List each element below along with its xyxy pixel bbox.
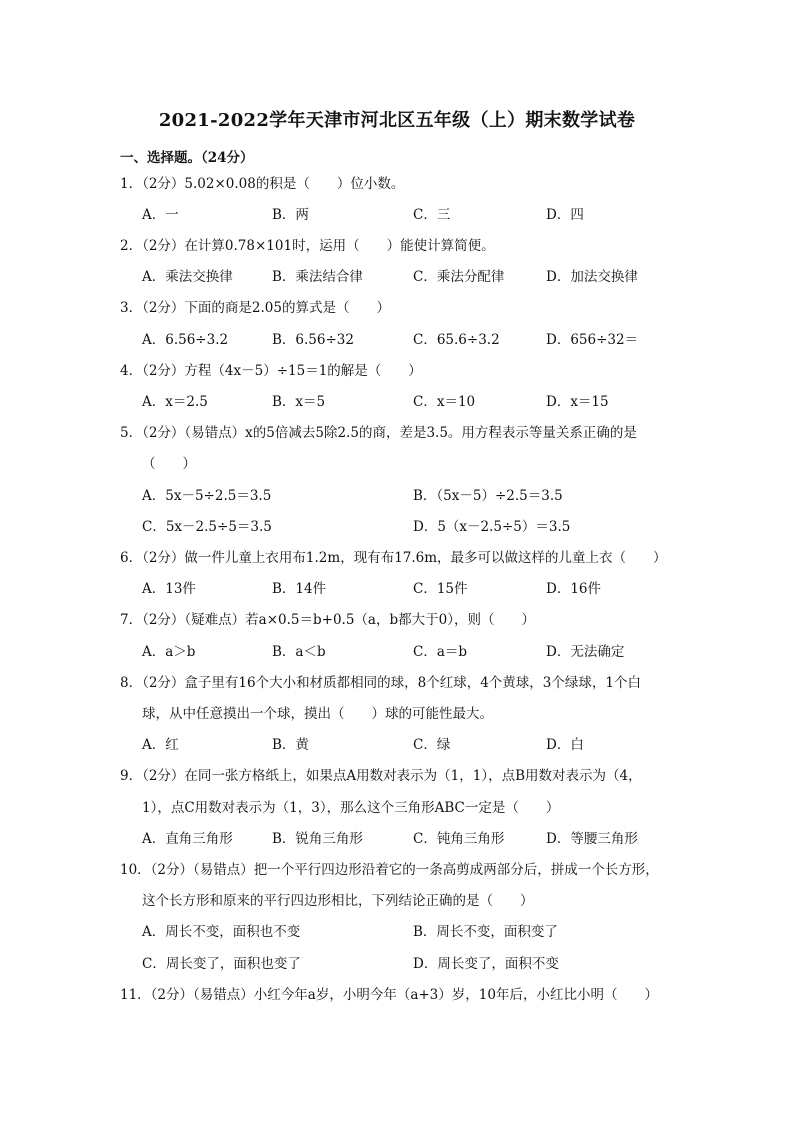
q5-option-b[interactable]: B．（5x－5）÷2.5＝3.5 [413,488,563,504]
section-heading: 一、选择题。（24分） [120,150,254,166]
q8-option-d[interactable]: D．白 [546,737,584,753]
question-1: 1．（2分）5.02×0.08的积是（ ）位小数。 [120,176,405,192]
question-11: 11．（2分）（易错点）小红今年a岁，小明今年（a+3）岁，10年后，小红比小明（ ） [120,987,658,1003]
q6-option-c[interactable]: C．15件 [413,581,468,597]
q2-option-d[interactable]: D．加法交换律 [546,269,638,285]
q7-option-c[interactable]: C．a＝b [413,644,468,660]
q3-option-a[interactable]: A．6.56÷3.2 [142,332,229,348]
q2-option-c[interactable]: C．乘法分配律 [413,269,505,285]
q10-option-d[interactable]: D．周长变了，面积不变 [413,956,559,972]
q2-option-a[interactable]: A．乘法交换律 [142,269,233,285]
q4-option-b[interactable]: B．x＝5 [272,394,326,410]
q10-option-b[interactable]: B．周长不变，面积变了 [413,924,558,940]
question-7: 7．（2分）（疑难点）若a×0.5＝b+0.5（a，b都大于0），则（ ） [120,612,535,628]
q1-option-b[interactable]: B．两 [272,207,309,223]
q4-option-d[interactable]: D．x＝15 [546,394,609,410]
q3-option-c[interactable]: C．65.6÷3.2 [413,332,500,348]
question-2: 2．（2分）在计算0.78×101时，运用（ ）能使计算简便。 [120,238,495,254]
q9-option-b[interactable]: B．锐角三角形 [272,831,363,847]
q10-option-c[interactable]: C．周长变了，面积也变了 [142,956,301,972]
q9-option-a[interactable]: A．直角三角形 [142,831,233,847]
question-4: 4．（2分）方程（4x－5）÷15＝1的解是（ ） [120,363,422,379]
page-title: 2021-2022学年天津市河北区五年级（上）期末数学试卷 [158,110,636,131]
q7-option-b[interactable]: B．a＜b [272,644,326,660]
question-5: 5．（2分）（易错点）x的5倍减去5除2.5的商，差是3.5。用方程表示等量关系正确的是 [120,425,637,441]
q7-option-a[interactable]: A．a＞b [142,644,196,660]
q2-option-b[interactable]: B．乘法结合律 [272,269,363,285]
q4-option-c[interactable]: C．x＝10 [413,394,476,410]
question-10-continued: 这个长方形和原来的平行四边形相比，下列结论正确的是（ ） [142,893,534,909]
q6-option-b[interactable]: B．14件 [272,581,327,597]
q3-option-b[interactable]: B．6.56÷32 [272,332,354,348]
question-5-continued: （ ） [142,456,196,472]
q6-option-a[interactable]: A．13件 [142,581,196,597]
q6-option-d[interactable]: D．16件 [546,581,602,597]
question-9: 9．（2分）在同一张方格纸上，如果点A用数对表示为（1，1），点B用数对表示为（4， [120,768,642,784]
q9-option-c[interactable]: C．钝角三角形 [413,831,505,847]
q5-option-c[interactable]: C．5x－2.5÷5＝3.5 [142,519,272,535]
question-9-continued: 1），点C用数对表示为（1，3），那么这个三角形ABC一定是（ ） [142,800,560,816]
q1-option-d[interactable]: D．四 [546,207,584,223]
q9-option-d[interactable]: D．等腰三角形 [546,831,638,847]
q10-option-a[interactable]: A．周长不变，面积也不变 [142,924,301,940]
q5-option-a[interactable]: A．5x－5÷2.5＝3.5 [142,488,272,504]
q7-option-d[interactable]: D．无法确定 [546,644,625,660]
question-3: 3．（2分）下面的商是2.05的算式是（ ） [120,300,390,316]
question-6: 6．（2分）做一件儿童上衣用布1.2m，现有布17.6m，最多可以做这样的儿童上衣（ ） [120,550,667,566]
q4-option-a[interactable]: A．x＝2.5 [142,394,208,410]
q8-option-b[interactable]: B．黄 [272,737,309,753]
q1-option-c[interactable]: C．三 [413,207,451,223]
question-8-continued: 球，从中任意摸出一个球，摸出（ ）球的可能性最大。 [142,706,493,722]
q8-option-a[interactable]: A．红 [142,737,179,753]
q5-option-d[interactable]: D．5（x－2.5÷5）＝3.5 [413,519,571,535]
q8-option-c[interactable]: C．绿 [413,737,451,753]
question-8: 8．（2分）盒子里有16个大小和材质都相同的球，8个红球，4个黄球，3个绿球，1个白 [120,675,641,691]
q1-option-a[interactable]: A．一 [142,207,179,223]
question-10: 10．（2分）（易错点）把一个平行四边形沿着它的一条高剪成两部分后，拼成一个长方形， [120,862,659,878]
q3-option-d[interactable]: D．656÷32＝ [546,332,639,348]
